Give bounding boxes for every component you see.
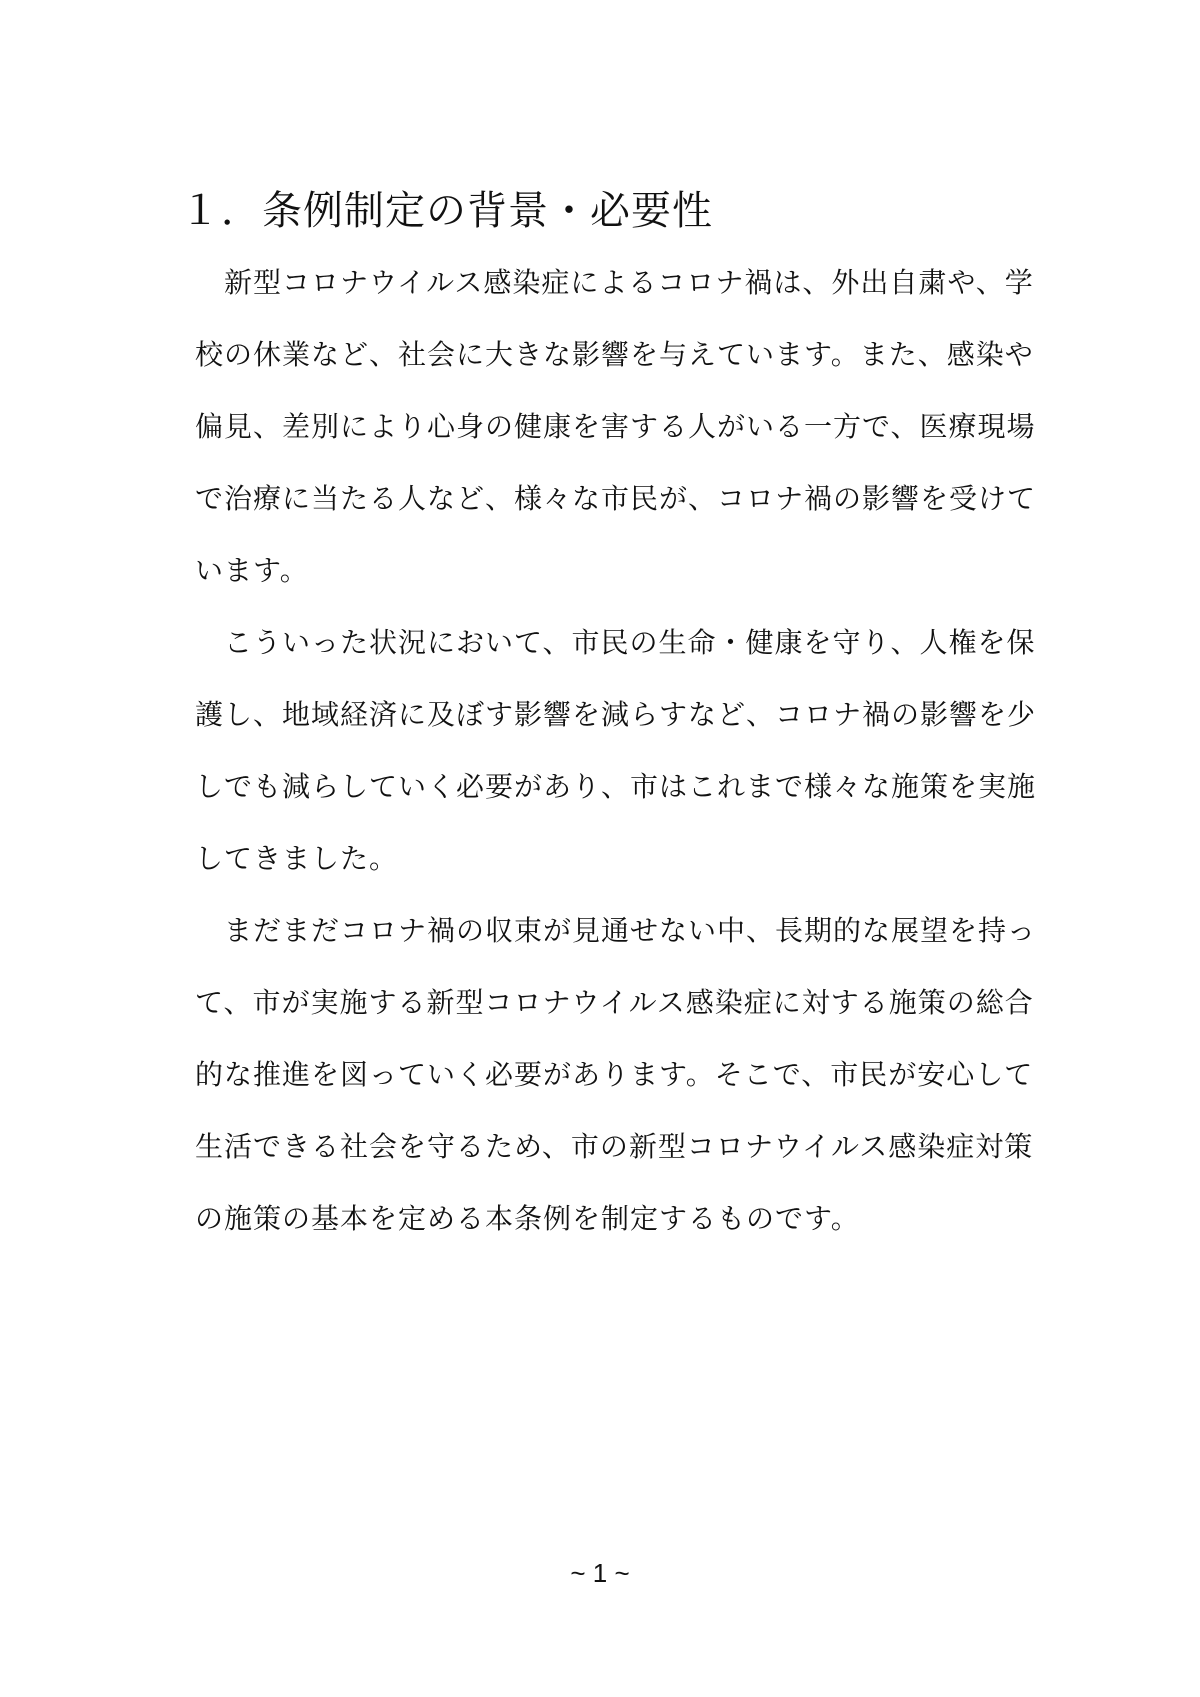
text-line: まだまだコロナ禍の収束が見通せない中、長期的な展望を持っ [195, 914, 1037, 947]
text-line: 生活できる社会を守るため、市の新型コロナウイルス感染症対策 [195, 1130, 1034, 1163]
page-number: ~ 1 ~ [570, 1558, 630, 1588]
text-line: で治療に当たる人など、様々な市民が、コロナ禍の影響を受けて [195, 482, 1037, 515]
text-line: 偏見、差別により心身の健康を害する人がいる一方で、医療現場 [195, 410, 1036, 443]
text-line: の施策の基本を定める本条例を制定するものです。 [195, 1202, 860, 1235]
text-line: してきました。 [195, 842, 399, 875]
body-text [195, 255, 1037, 1263]
text-line: 新型コロナウイルス感染症によるコロナ禍は、外出自粛や、学 [195, 266, 1034, 299]
section-heading: １．条例制定の背景・必要性 [180, 188, 713, 234]
text-line: 護し、地域経済に及ぼす影響を減らすなど、コロナ禍の影響を少 [195, 698, 1037, 731]
text-line: こういった状況において、市民の生命・健康を守り、人権を保 [195, 626, 1036, 659]
text-line: て、市が実施する新型コロナウイルス感染症に対する施策の総合 [195, 986, 1034, 1019]
text-line: 的な推進を図っていく必要があります。そこで、市民が安心して [195, 1058, 1034, 1091]
text-line: しでも減らしていく必要があり、市はこれまで様々な施策を実施 [195, 770, 1037, 803]
text-line: 校の休業など、社会に大きな影響を与えています。また、感染や [195, 338, 1034, 371]
text-line: います。 [195, 554, 309, 587]
